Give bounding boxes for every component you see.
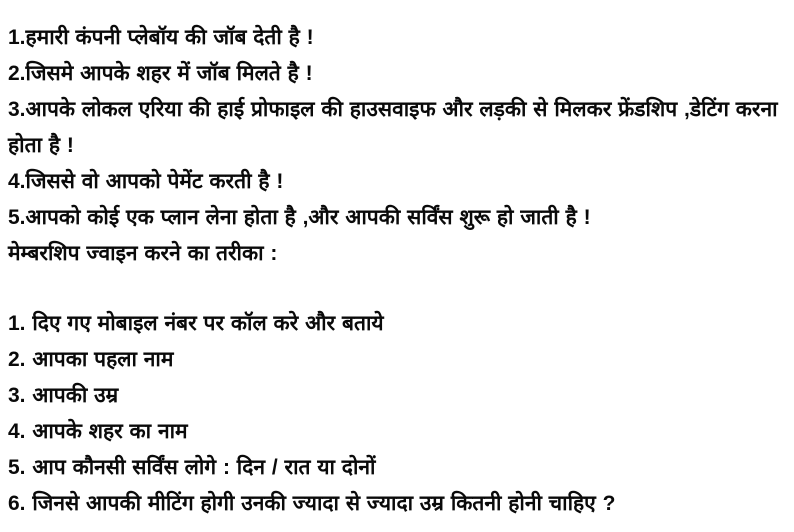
step-line-6: 6. जिनसे आपकी मीटिंग होगी उनकी ज्यादा से ज्यादा उम्र कितनी होनी चाहिए ? (8, 492, 616, 515)
intro-block (8, 20, 788, 272)
intro-line-5: 5.आपको कोई एक प्लान लेना होता है ,और आपकी सर्विंस शुरू हो जाती है ! (8, 206, 591, 229)
step-line-4: 4. आपके शहर का नाम (8, 420, 188, 443)
step-line-5: 5. आप कौनसी सर्विंस लोगे : दिन / रात या दोनों (8, 456, 376, 479)
step-line-1: 1. दिए गए मोबाइल नंबर पर कॉल करे और बताये (8, 312, 384, 335)
intro-line-4: 4.जिससे वो आपको पेमेंट करती है ! (8, 170, 284, 193)
membership-heading: मेम्बरशिप ज्वाइन करने का तरीका : (8, 242, 278, 265)
intro-line-3: 3.आपके लोकल एरिया की हाई प्रोफाइल की हाउसवाइफ और लड़की से मिलकर फ्रेंडशिप ,डेटिंग करना होता है ! (8, 98, 778, 157)
step-line-2: 2. आपका पहला नाम (8, 348, 174, 371)
steps-block (8, 306, 788, 522)
step-line-3: 3. आपकी उम्र (8, 384, 119, 407)
intro-line-2: 2.जिसमे आपके शहर में जॉब मिलते है ! (8, 62, 313, 85)
intro-line-1: 1.हमारी कंपनी प्लेबॉय की जॉब देती है ! (8, 26, 314, 49)
